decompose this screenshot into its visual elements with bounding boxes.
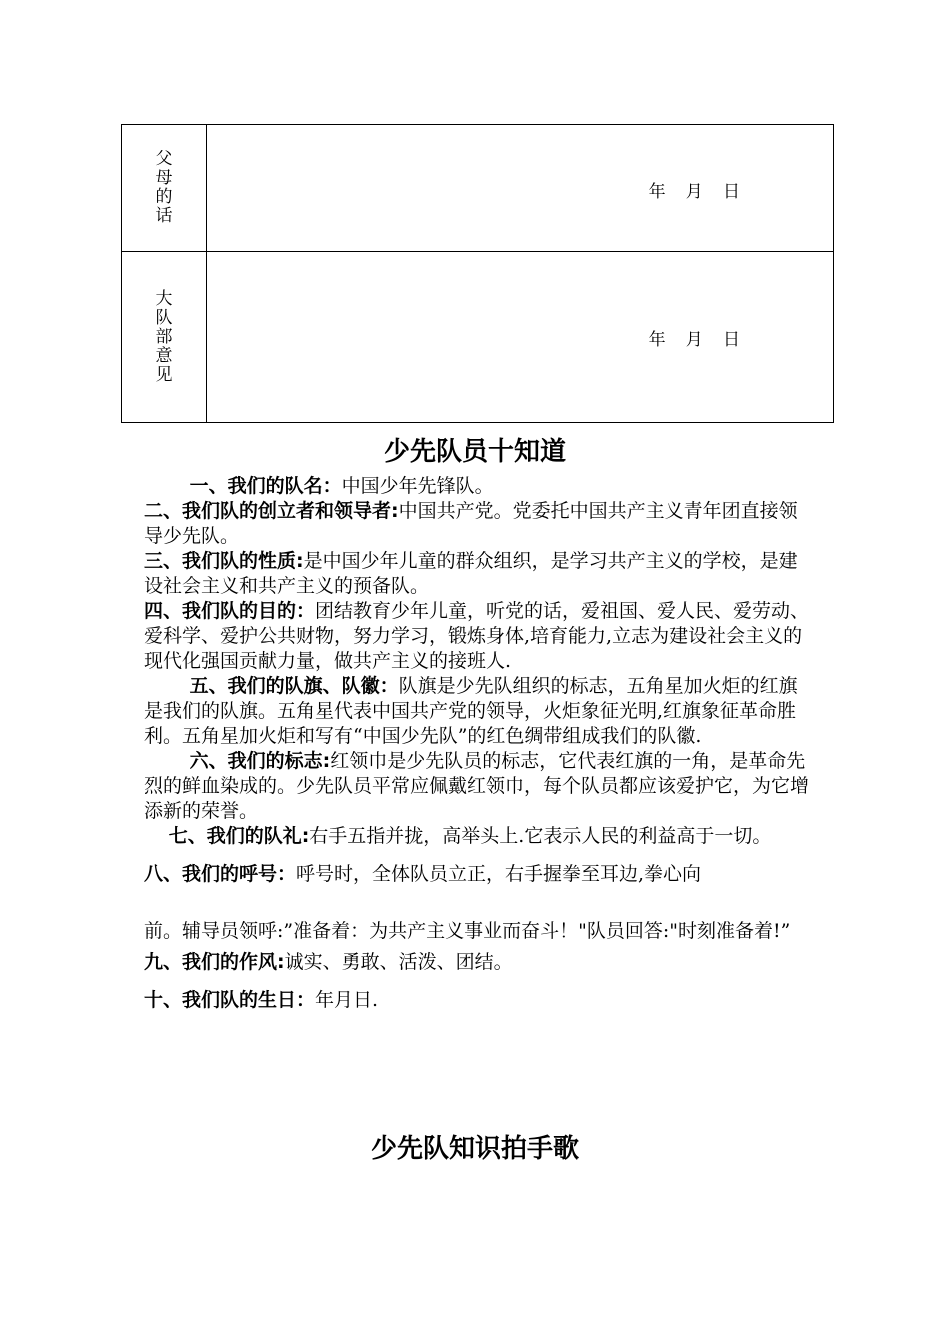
item-heading: 五、我们的队旗、队徽： [189, 675, 399, 697]
list-item [144, 824, 810, 849]
item-text: 呼号时，全体队员立正，右手握拳至耳边,拳心向 [296, 863, 702, 885]
item-heading: 六、我们的标志: [189, 750, 331, 772]
list-item [144, 862, 810, 887]
section-title: 少先队员十知道 [383, 437, 566, 467]
list-item [144, 599, 810, 674]
section-title: 少先队知识拍手歌 [370, 1134, 579, 1164]
brigade-opinion-content [207, 252, 834, 423]
item-text: 队旗是少先队组织的标志，五角星加火炬的红旗是我们的队旗。五角星代表中国共产党的领导，火炬象征光明,红旗象征革命胜利。五角星加火炬和写有“中国少先队”的红色绸带组成我们的队徽. [144, 675, 798, 747]
parents-words-label: 父母的话 [155, 149, 173, 226]
label-cell [122, 252, 207, 423]
list-item [144, 950, 810, 975]
brigade-opinion-label: 大队部意见 [155, 288, 173, 385]
label-cell [122, 125, 207, 252]
item-text: 是中国少年儿童的群众组织，是学习共产主义的学校，是建设社会主义和共产主义的预备队。 [144, 550, 798, 597]
list-item [144, 749, 810, 824]
list-item [144, 499, 810, 549]
item-text: 右手五指并拢，高举头上.它表示人民的利益高于一切。 [309, 825, 772, 847]
table-row-parents [122, 125, 834, 252]
list-item [144, 988, 810, 1013]
item-text: 中国共产党。党委托中国共产主义青年团直接领导少先队。 [144, 500, 798, 547]
item-heading: 二、我们队的创立者和领导者: [144, 500, 399, 522]
item-heading: 九、我们的作风: [144, 951, 285, 973]
date-line: 年 月 日 [648, 330, 741, 350]
list-item [144, 912, 810, 950]
evaluation-table [121, 124, 834, 423]
item-text: 诚实、勇敢、活泼、团结。 [284, 951, 513, 973]
list-item [144, 474, 810, 499]
item-text: 红领巾是少先队员的标志，它代表红旗的一角，是革命先烈的鲜血染成的。少先队员平常应佩戴红领巾，每个队员都应该爱护它，为它增添新的荣誉。 [144, 750, 810, 822]
ten-knowledge-list [144, 474, 810, 1013]
list-item [144, 549, 810, 599]
item-heading: 七、我们的队礼: [168, 825, 310, 847]
item-heading: 十、我们队的生日： [144, 989, 316, 1011]
item-heading: 一、我们的队名： [189, 475, 342, 497]
item-heading: 三、我们队的性质: [144, 550, 304, 572]
item-text: 前。辅导员领呼:”准备着：为共产主义事业而奋斗！"队员回答:"时刻准备着!” [144, 920, 791, 942]
item-text: 年月日. [315, 989, 379, 1011]
item-text: 团结教育少年儿童，听党的话，爱祖国、爱人民、爱劳动、爱科学、爱护公共财物，努力学习，锻炼身体,培育能力,立志为建设社会主义的现代化强国贡献力量，做共产主义的接班人. [144, 600, 810, 672]
date-line: 年 月 日 [648, 182, 741, 202]
item-heading: 八、我们的呼号： [144, 863, 297, 885]
parents-words-content [207, 125, 834, 252]
item-heading: 四、我们队的目的： [144, 600, 316, 622]
table-row-brigade [122, 252, 834, 423]
list-item [144, 674, 810, 749]
item-text: 中国少年先锋队。 [341, 475, 494, 497]
